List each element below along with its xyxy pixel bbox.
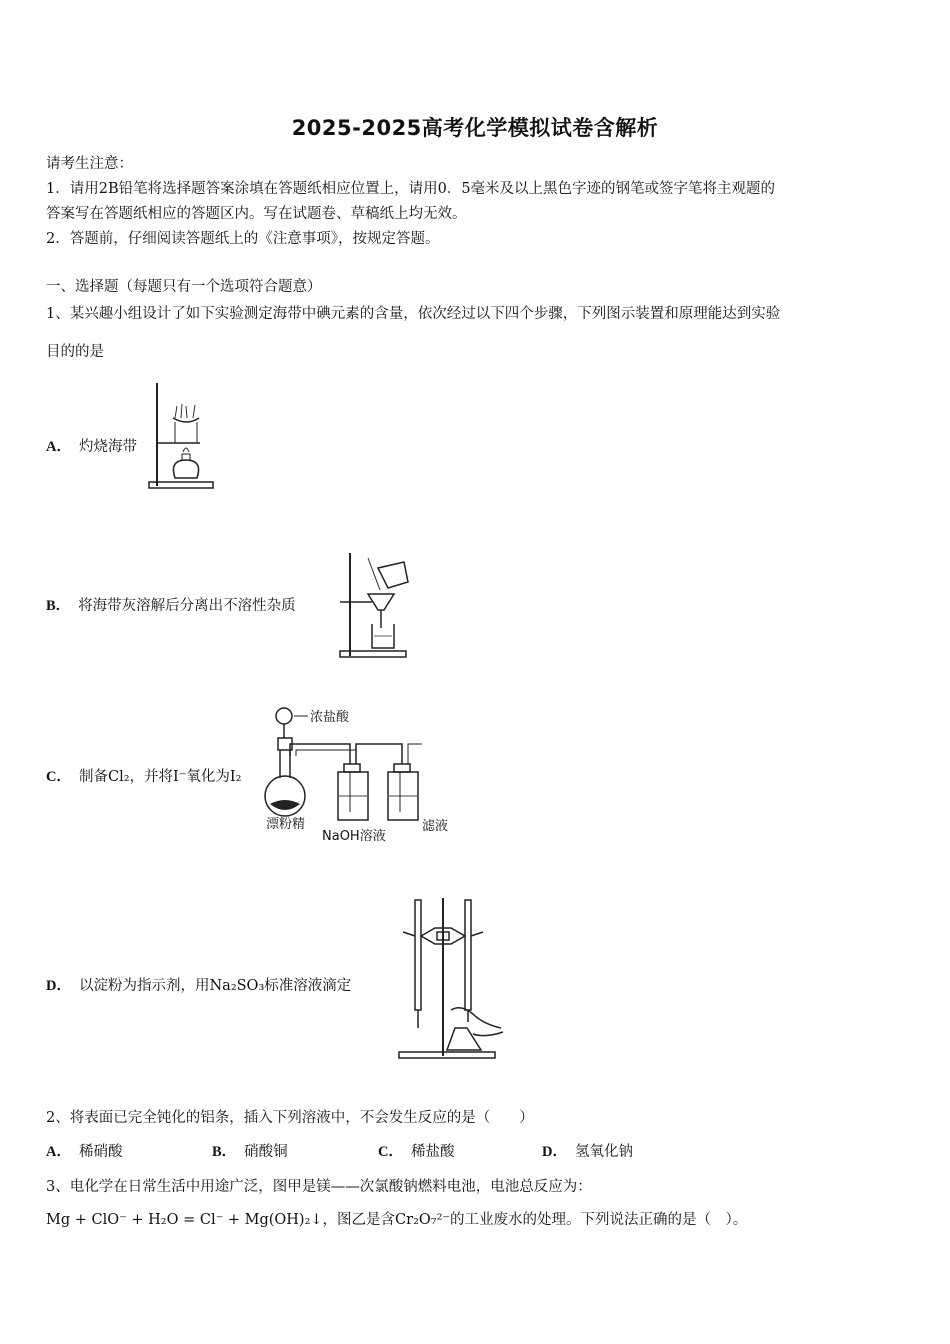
q3-stem-line-2 (46, 1208, 747, 1229)
notice-heading: 请考生注意： (46, 156, 133, 172)
option-letter: B． (212, 1144, 237, 1160)
option-letter: D． (46, 978, 71, 994)
q1-stem-line-1: 1、某兴趣小组设计了如下实验测定海带中碘元素的含量，依次经过以下四个步骤，下列图示装置和原理能达到实验 (46, 306, 781, 322)
label-bleaching-powder: 漂粉精 (266, 817, 306, 832)
page-title: 2025-2025高考化学模拟试卷含解析 (291, 116, 659, 140)
label-naoh-solution: NaOH溶液 (322, 829, 386, 844)
option-letter: C． (378, 1144, 403, 1160)
option-text: 制备Cl₂，并将I⁻氧化为I₂ (78, 769, 242, 785)
option-text: 稀盐酸 (410, 1144, 455, 1160)
q2-option-a (46, 1140, 122, 1161)
notice-item-1-line-2: 答案写在答题纸相应的答题区内。写在试题卷、草稿纸上均无效。 (46, 206, 467, 222)
q2-option-b (212, 1140, 288, 1161)
option-letter: A． (46, 1144, 71, 1160)
option-letter: B． (46, 598, 71, 614)
q2-option-d (542, 1140, 633, 1161)
q1-option-a (46, 435, 137, 456)
figure-b-filtration-apparatus (338, 548, 418, 663)
label-filtrate: 滤液 (422, 819, 449, 834)
q1-stem-line-2: 目的的是 (46, 344, 104, 360)
q2-stem: 2、将表面已完全钝化的铝条，插入下列溶液中，不会发生反应的是（ ） (46, 1110, 534, 1126)
option-letter: A． (46, 439, 71, 455)
q1-option-b (46, 594, 296, 615)
label-concentrated-hcl: 浓盐酸 (310, 710, 350, 725)
option-text: 将海带灰溶解后分离出不溶性杂质 (78, 598, 296, 614)
q3-stem-rest: ，图乙是含Cr₂O₇²⁻的工业废水的处理。下列说法正确的是（ ）。 (322, 1212, 748, 1228)
option-text: 氢氧化钠 (574, 1144, 633, 1160)
reaction-equation: Mg + ClO⁻ + H₂O = Cl⁻ + Mg(OH)₂↓ (46, 1212, 323, 1228)
figure-a-burning-apparatus (145, 378, 225, 493)
section-heading: 一、选择题（每题只有一个选项符合题意） (46, 279, 322, 295)
notice-item-2: 2．答题前，仔细阅读答题纸上的《注意事项》，按规定答题。 (46, 231, 440, 247)
figure-c-chlorine-apparatus (260, 700, 460, 848)
option-letter: D． (542, 1144, 567, 1160)
q3-stem-line-1: 3、电化学在日常生活中用途广泛，图甲是镁——次氯酸钠燃料电池，电池总反应为： (46, 1179, 592, 1195)
q1-option-d (46, 974, 351, 995)
option-text: 硝酸铜 (244, 1144, 288, 1160)
option-text: 稀硝酸 (78, 1144, 123, 1160)
option-letter: C． (46, 769, 71, 785)
q2-option-c (378, 1140, 454, 1161)
option-text: 以淀粉为指示剂，用Na₂SO₃标准溶液滴定 (78, 978, 352, 994)
notice-item-1-line-1: 1．请用2B铅笔将选择题答案涂填在答题纸相应位置上，请用0．5毫米及以上黑色字迹的钢笔或签字笔将主观题的 (46, 181, 776, 197)
q1-option-c (46, 765, 241, 786)
option-text: 灼烧海带 (78, 439, 137, 455)
figure-d-titration-apparatus (395, 892, 515, 1064)
